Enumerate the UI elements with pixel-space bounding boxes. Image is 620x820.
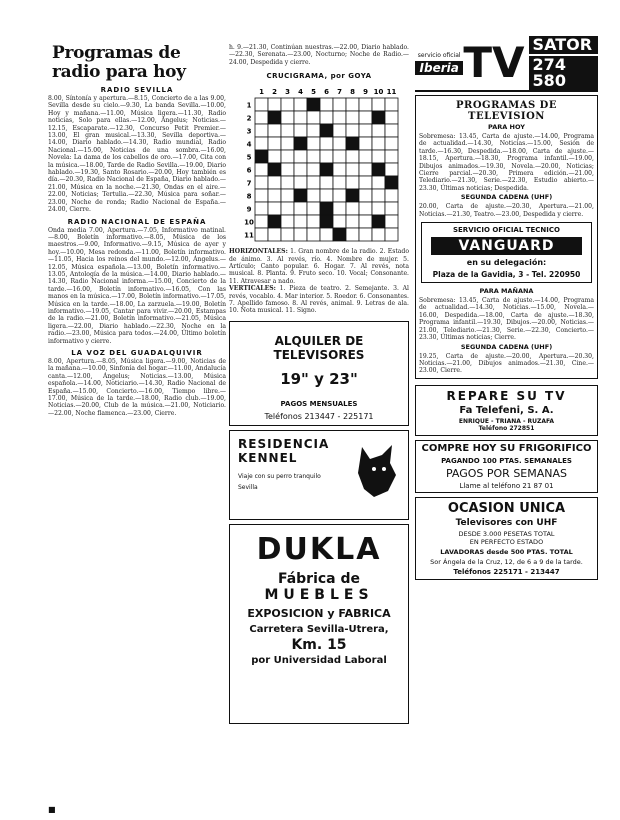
crossword-cell [346,111,359,124]
ad-dukla-muebles [229,524,409,724]
crossword-black-cell [333,228,346,241]
crossword-cell [320,228,333,241]
crossword-cell [268,98,281,111]
crossword-cell [255,111,268,124]
crossword-cell [268,124,281,137]
crossword-cell [307,228,320,241]
crossword-cell [359,189,372,202]
crossword-cell [294,202,307,215]
crossword-cell [385,124,398,137]
ocasion-televisores: Televisores con UHF [455,517,558,528]
segunda-cadena-schedule: 20.00, Carta de ajuste.—20.30, Apertura.—21.00, Noticias.—21.30, Teatro.—23.00, Despedida y cierre. [419,203,594,218]
crossword-row-number: 11 [244,231,254,240]
tv-programs-title: PROGRAMAS DE TELEVISION [456,100,557,122]
radio-continuation: h. 9.—21.30, Continúan nuestras.—22.00, Diario hablado.—22.30, Serenata.—23.00, Nocturno; Noche de Radio.—24.00, Despedida y cierre. [229,44,409,66]
crossword-cell [359,202,372,215]
crossword-cell [281,228,294,241]
crossword-cell [294,163,307,176]
crossword-cell [372,150,385,163]
crossword-cell [346,163,359,176]
crossword-row-number: 3 [246,127,252,136]
verticales-heading: VERTICALES: [229,285,276,293]
banner-sator: SATOR [529,36,598,54]
crossword-cell [255,189,268,202]
crossword-cell [255,163,268,176]
crossword-cell [346,215,359,228]
crossword-cell [320,176,333,189]
ad-alquiler-televisores [229,321,409,426]
ad-repare-tv [415,385,598,436]
crossword-cell [333,163,346,176]
crossword-cell [359,228,372,241]
repare-address: ENRIQUE - TRIANA - RUZAFA [458,417,555,425]
crossword-cell [372,228,385,241]
kennel-city: Sevilla [238,483,258,491]
crossword-cell [372,202,385,215]
crossword-cell [333,215,346,228]
banner-phone: 274 580 [529,56,598,90]
crossword-cell [372,124,385,137]
crossword-cell [346,98,359,111]
crossword-cell [385,189,398,202]
para-hoy-heading: PARA HOY [488,123,525,131]
crossword-cell [385,111,398,124]
crossword-col-number: 6 [324,88,329,97]
dukla-muebles: MUEBLES [264,586,374,603]
crossword-black-cell [268,215,281,228]
radio-column [48,0,226,812]
crossword-cell [255,124,268,137]
crossword-cell [307,163,320,176]
crossword-cell [385,150,398,163]
crossword-cell [385,98,398,111]
crossword-row-number: 5 [246,153,252,162]
crossword-cell [385,215,398,228]
crossword-cell [333,202,346,215]
crossword-black-cell [320,202,333,215]
crossword-cell [255,228,268,241]
alquiler-headline: ALQUILER DE TELEVISORES [273,333,365,362]
crossword-title: CRUCIGRAMA, por GOYA [266,72,372,81]
crossword-cell [346,124,359,137]
vanguard-sub: en su delegación: [466,258,547,268]
crossword-cell [385,137,398,150]
crossword-col-number: 4 [298,88,303,97]
tv-tomorrow-schedule: Sobremesa: 13.45, Carta de ajuste.—14.00, Programa de actualidad.—14.30, Noticias.—15.00, Novela.—16.00, Despedida.—18.00, Carta de ajuste.—18.30, Programa infantil.—19.30, Dibujos.—20.00, Noticias.—21.00, Telediario.—21.30, Serie.—22.30, Concierto.—23.30, Últimas noticias; Cierre. [419,297,594,342]
crossword-black-cell [372,215,385,228]
crossword-cell [294,124,307,137]
crossword-black-cell [372,163,385,176]
crossword-cell [320,98,333,111]
compre-headline: COMPRE HOY SU FRIGORIFICO [421,442,592,454]
crossword-column [229,0,409,812]
compre-telefono: Llame al teléfono 21 87 01 [459,481,554,490]
crossword-col-number: 8 [350,88,355,97]
crossword-cell [307,176,320,189]
crossword-col-number: 10 [373,88,384,97]
crossword-col-number: 3 [285,88,290,97]
crossword-black-cell [320,215,333,228]
banner-brand: Iberia [415,61,463,75]
page-title: Programas de radio para hoy [52,43,186,82]
crossword-row-number: 8 [246,192,252,201]
crossword-cell [268,176,281,189]
crossword-cell [320,137,333,150]
crossword-black-cell [320,124,333,137]
crossword-cell [359,215,372,228]
crossword-black-cell [385,176,398,189]
alquiler-telefonos: Teléfonos 213447 - 225171 [264,411,374,421]
crossword-cell [281,163,294,176]
dukla-universidad: por Universidad Laboral [251,654,387,666]
crossword-cell [333,189,346,202]
tv-column [415,0,598,812]
crossword-cell [307,150,320,163]
crossword-row-number: 9 [246,205,252,214]
crossword-cell [307,137,320,150]
crossword-row-number: 2 [246,114,252,123]
segunda-cadena-heading: SEGUNDA CADENA (UHF) [460,193,553,202]
tv-sator-banner [415,35,598,92]
repare-phone: Teléfono 272851 [478,424,535,432]
crossword-cell [281,215,294,228]
ad-residencia-kennel [229,430,409,520]
radio-sevilla-heading: RADIO SEVILLA [100,86,174,94]
crossword-row-number: 7 [246,179,252,188]
dog-head-icon [352,441,400,501]
crossword-cell [372,176,385,189]
alquiler-sizes: 19" y 23" [280,369,358,388]
banner-tv: TV [463,38,525,87]
dukla-exposicion: EXPOSICION y FABRICA [247,606,391,620]
crossword-black-cell [320,163,333,176]
crossword-cell [255,137,268,150]
crossword-cell [372,137,385,150]
crossword-cell [333,176,346,189]
crossword-cell [333,137,346,150]
crossword-cell [372,98,385,111]
crossword-col-number: 1 [259,88,264,97]
compre-pagando: PAGANDO 100 PTAS. SEMANALES [441,456,572,465]
alquiler-pagos: PAGOS MENSUALES [280,399,358,408]
crossword-cell [268,137,281,150]
kennel-residencia: RESIDENCIA [238,436,330,451]
crossword-cell [307,111,320,124]
ad-vanguard [421,222,592,283]
verticales-clues [229,285,409,315]
crossword-cell [281,202,294,215]
banner-service: servicio oficial [417,51,461,59]
crossword-cell [359,137,372,150]
dukla-brand: DUKLA [256,531,382,567]
crossword-black-cell [372,111,385,124]
crossword-row-number: 4 [246,140,252,149]
crossword-cell [281,150,294,163]
crossword-black-cell [268,111,281,124]
ocasion-direccion: Sor Ángela de la Cruz, 12, de 6 a 9 de la tarde. [430,557,583,566]
dukla-fabrica: Fábrica de [277,570,361,587]
crossword-cell [307,215,320,228]
dukla-km: Km. 15 [291,636,347,653]
ocasion-lavadoras: LAVADORAS desde 500 PTAS. TOTAL [440,547,573,556]
ad-frigorifico [415,440,598,493]
crossword-black-cell [346,137,359,150]
crossword-cell [385,163,398,176]
dukla-carretera: Carretera Sevilla-Utrera, [249,623,389,635]
crossword-cell [346,228,359,241]
crossword-col-number: 7 [337,88,342,97]
repare-company: Fa Telefeni, S. A. [459,404,554,416]
crossword-cell [281,189,294,202]
crossword-cell [294,176,307,189]
crossword-cell [320,150,333,163]
verticales-text: 1. Pieza de teatro. 2. Semejante. 3. Al revés, vocablo. 4. Mar interior. 5. Roedor. 6. Consonantes. 7. Apellido famoso. 8. Al revés, animal. 9. Letras de ala. 10. Nota musical. 11. Signo. [229,285,409,315]
crossword-col-number: 11 [386,88,397,97]
crossword-row-number: 1 [246,101,252,110]
vanguard-address: Plaza de la Gavidia, 3 - Tel. 220950 [432,270,581,280]
crossword-cell [359,176,372,189]
crossword-cell [359,98,372,111]
crossword-cell [372,189,385,202]
crossword-cell [307,202,320,215]
crossword-cell [333,111,346,124]
horizontales-text: 1. Gran nombre de la radio. 2. Estado de ánimo. 3. Al revés, río. 4. Nombre de mujer. 5. Artículo; Canto popular. 6. Hogar. 7. Al revés, nota musical. 8. Planta. 9. Fruto seco. 10. Vocal; Consonante. 11. Atravesar a nado. [229,248,409,285]
crossword-black-cell [294,189,307,202]
crossword-cell [385,202,398,215]
crossword-col-number: 5 [311,88,316,97]
guadalquivir-schedule: 8.00, Apertura.—8.05, Música ligera.—9.00, Noticias de la mañana.—10.00, Sinfonía del hogar.—11.00, Andalucía canta.—12.00, Ángelus; Noticias.—13.00, Música española.—14.00, Noticiario.—14.30, Radio Nacional de España.—15.00, Concierto.—16.00, Tiempo libre.—17.00, Música de la tarde.—18.00, Radio club.—19.00, Noticias.—20.00, Club de la música.—21.00, Noticiario.—22.00, Noche flamenca.—23.00, Cierre. [48,358,226,417]
ocasion-estado: EN PERFECTO ESTADO [469,537,544,546]
crossword-cell [359,163,372,176]
crossword-black-cell [346,189,359,202]
crossword-cell [385,228,398,241]
crossword-cell [255,98,268,111]
crossword-row-number: 10 [244,218,254,227]
crossword-cell [320,189,333,202]
crossword-cell [255,202,268,215]
crossword-cell [333,124,346,137]
crossword-cell [294,228,307,241]
crossword-black-cell [255,150,268,163]
crossword-cell [307,189,320,202]
kennel-name: KENNEL [238,450,298,465]
horizontales-clues [229,248,409,285]
crossword-cell [359,111,372,124]
crossword-black-cell [307,98,320,111]
crossword-cell [294,150,307,163]
crossword-cell [333,98,346,111]
tv-programs-box [415,95,598,379]
crossword-cell [268,202,281,215]
crossword-cell [281,124,294,137]
kennel-tagline: Viaje con su perro tranquilo [238,472,321,480]
crossword-cell [268,150,281,163]
crossword-cell [255,176,268,189]
crossword-cell [320,111,333,124]
crossword-cell [281,137,294,150]
crossword-cell [268,189,281,202]
repare-headline: REPARE SU TV [446,388,567,403]
horizontales-heading: HORIZONTALES: [229,248,288,256]
crossword-cell [359,150,372,163]
crossword-cell [346,202,359,215]
crossword-row-number: 6 [246,166,252,175]
rne-heading: RADIO NACIONAL DE ESPAÑA [67,217,207,226]
crossword-cell [294,215,307,228]
crossword-cell [333,150,346,163]
crossword-cell [268,228,281,241]
vanguard-service: SERVICIO OFICIAL TECNICO [452,226,560,235]
ocasion-headline: OCASION UNICA [447,500,566,516]
guadalquivir-heading: LA VOZ DEL GUADALQUIVIR [71,349,203,357]
crossword-black-cell [268,163,281,176]
crossword-cell [281,111,294,124]
crossword-cell [281,98,294,111]
crossword-cell [346,150,359,163]
crossword-cell [359,124,372,137]
crossword-cell [281,176,294,189]
crossword-grid [233,84,405,244]
crossword-cell [255,215,268,228]
radio-sevilla-schedule: 8.00, Síntonía y apertura.—8.15, Concierto de a las 9.00, Sevilla desde su cielo.—9.30, La banda Sevilla.—10.00, Hoy y mañana.—11.00, Música ligera.—11.30, Radio noticias, Solo para ellas.—12.00, Ángelus; Noticias.—12.15, Escaparate.—12.30, Concurso Petit Premier.—13.00, El gran musical.—13.30, Sevilla deportiva.—14.00, Diario hablado.—14.30, Radio mundial, Radio Nacional.—15.00, Noticias de una sombra.—16.00, Novela: La dama de los cabellos de oro.—17.00, Cita con la música.—18.00, Tarde de Radio Sevilla.—19.00, Diario hablado.—19.30, Santo Rosario.—20.00, Hoy también es día.—20.30, Radio Nacional de España, Diario hablado.—21.00, Música en la noche.—21.30, Ondas en el aire.—22.00, Noticias; Tertulia.—22.30, Música para soñar.—23.00, Noche de ronda; Radio Nacional de España.—24.00, Cierre. [48,95,226,214]
footer-bullet: ■ [48,805,56,814]
ocasion-telefonos: Teléfonos 225171 - 213447 [453,567,560,576]
crossword-cell [307,124,320,137]
crossword-col-number: 9 [363,88,368,97]
crossword-col-number: 2 [272,88,277,97]
segunda-cadena-manana-heading: SEGUNDA CADENA (UHF) [460,342,553,351]
crossword-cell [294,111,307,124]
tv-today-schedule: Sobremesa: 13.45, Carta de ajuste.—14.00, Programa de actualidad.—14.30, Noticias.—15.00, Sesión de tarde.—16.30, Despedida.—18.00, Carta de ajuste.—18.15, Apertura.—18.30, Programa infantil.—19.00, Dibujos animados.—19.30, Novela.—20.00, Noticias; Cierre parcial.—20.30, Primera edición.—21.00, Telediario.—21.30, Serie.—22.30, Estudio abierto.—23.30, Últimas noticias; Despedida. [419,133,594,192]
compre-pagos: PAGOS POR SEMANAS [445,466,568,480]
rne-schedule: Onda media 7.00, Apertura.—7.05, Informativo matinal.—8.00, Boletín informativo.—8.05, Música de los maestros.—9.00, Informativo.—9.15, Música de ayer y hoy.—10.00, Mesa redonda.—11.00, Boletín informativo.—11.05, Hacia los reinos del mundo.—12.00, Ángelus.—12.05, Música española.—13.00, Boletín informativo.—13.05, Antología de la música.—14.00, Diario hablado.—14.30, Radio Nacional informa.—15.00, Concierto de la tarde.—16.00, Boletín informativo.—16.05, Con las manos en la música.—17.00, Boletín informativo.—17.05, Música en la tarde.—18.00, La zarzuela.—19.00, Boletín informativo.—19.05, Cantar para vivir.—20.00, Estampas de la radio.—21.00, Boletín informativo.—21.05, Música ligera.—22.00, Diario hablado.—22.30, Noche en la radio.—23.00, Música para todos.—24.00, Último boletín informativo y cierre. [48,226,226,345]
ad-ocasion-unica [415,497,598,580]
crossword-cell [346,176,359,189]
ocasion-desde: DESDE 3.000 PESETAS TOTAL [458,529,555,538]
segunda-cadena-manana-schedule: 19.25, Carta de ajuste.—20.00, Apertura.—20.30, Noticias.—21.00, Dibujos animados.—21.30, Cine.—23.00, Cierre. [419,352,594,375]
vanguard-brand: VANGUARD [431,237,582,255]
crossword-black-cell [294,137,307,150]
para-manana-heading: PARA MAÑANA [479,287,534,296]
crossword-cell [294,98,307,111]
